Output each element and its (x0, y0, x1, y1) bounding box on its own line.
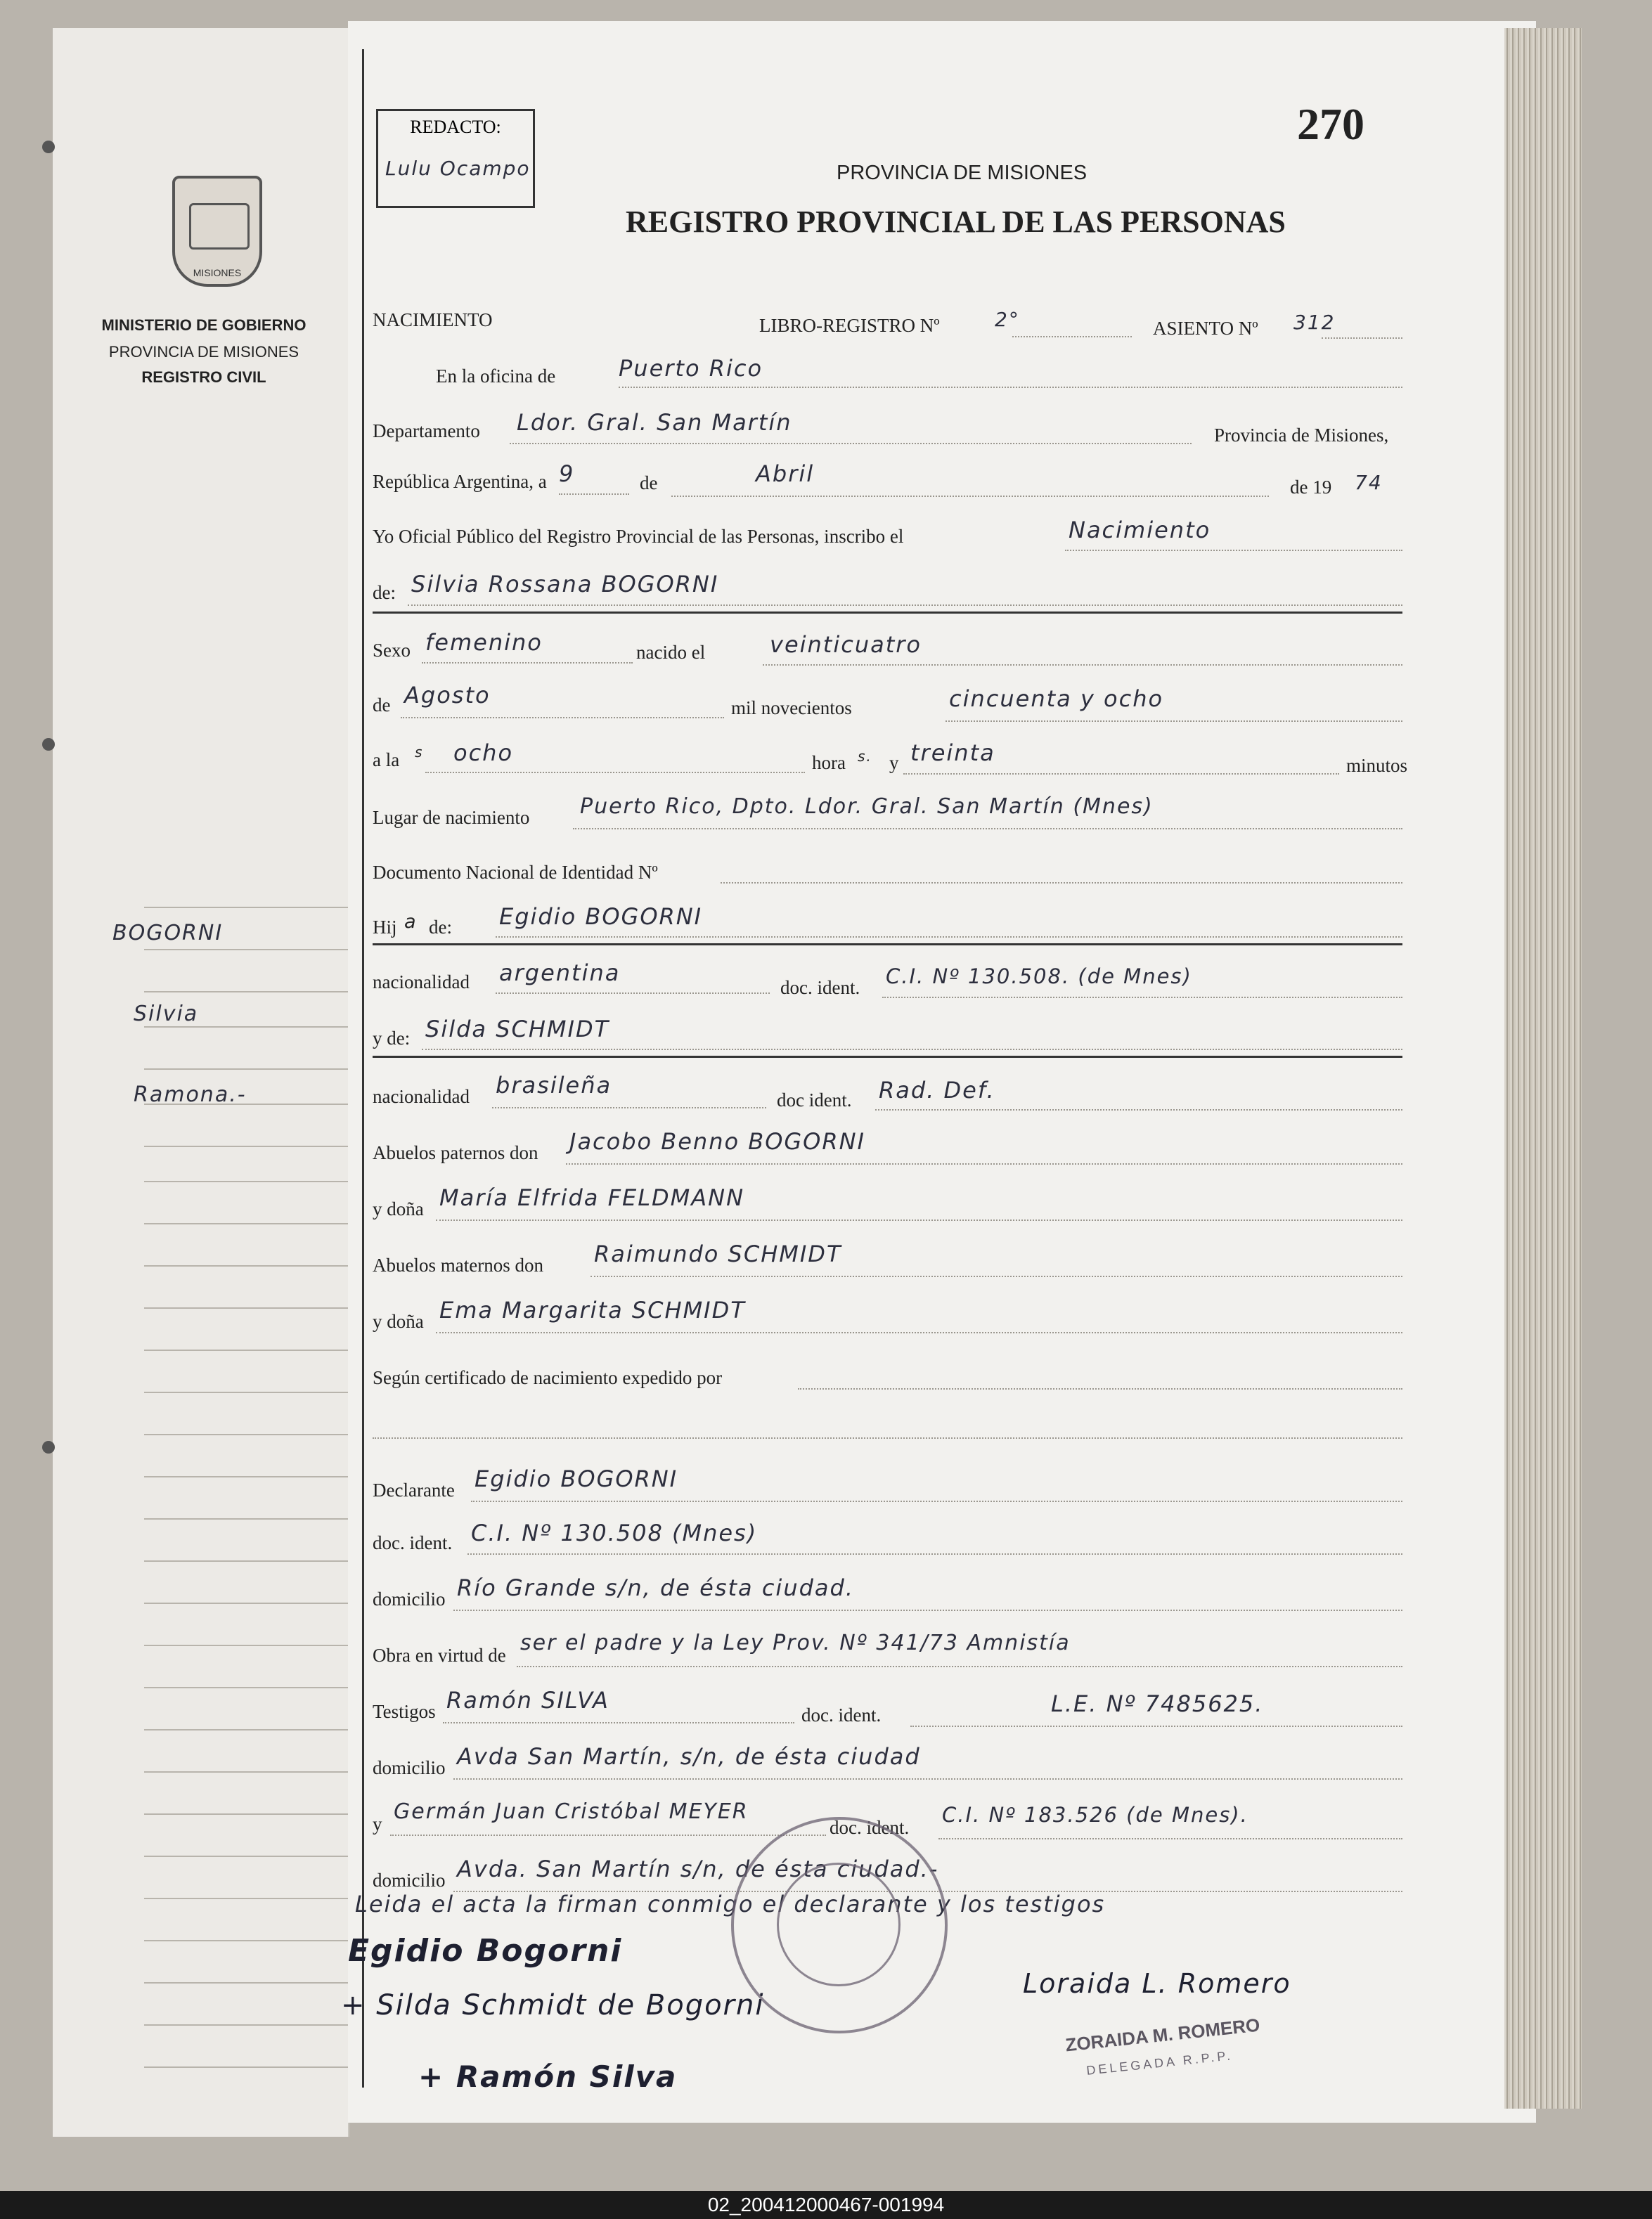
nacido-label: nacido el (636, 642, 706, 663)
min-value: treinta (910, 739, 995, 766)
mil-label: mil novecientos (731, 697, 852, 718)
signature-oficial: Loraida L. Romero (1023, 1968, 1291, 1999)
dni-label: Documento Nacional de Identidad Nº (373, 862, 658, 883)
mes-nac-value: Agosto (404, 682, 491, 709)
hij-label: Hij (373, 917, 397, 938)
obra-value: ser el padre y la Ley Prov. Nº 341/73 Amnistía (520, 1631, 1071, 1655)
hora-value: ocho (453, 739, 514, 766)
testigo1-value: Ramón SILVA (446, 1687, 609, 1714)
minutos-label: minutos (1346, 755, 1408, 776)
provincial-seal: MISIONES (172, 176, 262, 287)
t1-dom-label: domicilio (373, 1757, 446, 1778)
de-label-3: de (373, 694, 391, 716)
de-label: de (640, 472, 658, 493)
signature-testigo: + Ramón Silva (418, 2059, 678, 2094)
delegate-stamp-role: DELEGADA R.P.P. (1085, 2048, 1234, 2078)
page-number: 270 (1297, 99, 1364, 149)
signature-declarante: Egidio Bogorni (348, 1933, 623, 1969)
republica-label: República Argentina, a (373, 471, 547, 492)
doc-padre-label: doc. ident. (780, 977, 860, 998)
margin-note-ramona: Ramona.- (134, 1082, 247, 1107)
oficina-value: Puerto Rico (619, 355, 763, 382)
t2-doc-value: C.I. Nº 183.526 (de Mnes). (942, 1803, 1248, 1827)
delegate-stamp-name: ZORAIDA M. ROMERO (1064, 2014, 1261, 2056)
padre-value: Egidio BOGORNI (499, 903, 703, 930)
t2-dom-value: Avda. San Martín s/n, de ésta ciudad.- (457, 1856, 939, 1882)
nac-padre-label: nacionalidad (373, 971, 470, 992)
hij-de: de: (429, 917, 452, 938)
header-province: PROVINCIA DE MISIONES (837, 162, 1088, 184)
registry-label: REGISTRO CIVIL (141, 368, 266, 386)
provincia-suffix: Provincia de Misiones, (1214, 425, 1389, 446)
decl-doc-label: doc. ident. (373, 1532, 453, 1553)
domicilio-value: Río Grande s/n, de ésta ciudad. (457, 1574, 854, 1601)
province-label: PROVINCIA DE MISIONES (108, 343, 299, 361)
asiento-value: 312 (1293, 311, 1336, 334)
t1-doc-label: doc. ident. (801, 1704, 882, 1726)
sexo-value: femenino (425, 629, 543, 656)
abuela-mat-value: Ema Margarita SCHMIDT (439, 1297, 746, 1324)
obra-label: Obra en virtud de (373, 1645, 506, 1666)
page-title: REGISTRO PROVINCIAL DE LAS PERSONAS (626, 205, 1286, 239)
margin-name: Silvia (134, 1002, 199, 1026)
declarante-value: Egidio BOGORNI (475, 1466, 678, 1492)
anio-nac-value: cincuenta y ocho (949, 685, 1164, 712)
signature-madre: + Silda Schmidt de Bogorni (341, 1989, 765, 2021)
ministry-label: MINISTERIO DE GOBIERNO (101, 316, 306, 334)
de-year-label: de 19 (1290, 477, 1332, 498)
domicilio-label: domicilio (373, 1589, 446, 1610)
asiento-label: ASIENTO Nº (1153, 318, 1258, 339)
doc-madre-label: doc ident. (777, 1089, 852, 1111)
left-page (53, 28, 349, 2137)
testigos-label: Testigos (373, 1701, 436, 1722)
abuelo-mat-value: Raimundo SCHMIDT (594, 1241, 842, 1267)
de-label-2: de: (373, 582, 396, 603)
abuela-pat-value: María Elfrida FELDMANN (439, 1184, 745, 1211)
registry-page (341, 21, 1536, 2123)
libro-label: LIBRO-REGISTRO Nº (759, 315, 940, 336)
record-type: NACIMIENTO (373, 309, 493, 330)
madre-value: Silda SCHMIDT (425, 1016, 610, 1042)
departamento-value: Ldor. Gral. San Martín (517, 409, 792, 436)
margin-surname: BOGORNI (112, 921, 224, 945)
abuelo-pat-value: Jacobo Benno BOGORNI (569, 1128, 865, 1155)
departamento-label: Departamento (373, 420, 480, 441)
doc-padre-value: C.I. Nº 130.508. (de Mnes) (886, 964, 1192, 988)
hora-label: hora (812, 752, 846, 773)
inscribo-value: Nacimiento (1069, 517, 1211, 543)
nacido-value: veinticuatro (770, 631, 922, 658)
oficina-label: En la oficina de (436, 365, 556, 387)
hij-suffix: a (404, 911, 418, 933)
declarante-label: Declarante (373, 1480, 455, 1501)
ala-label: a la (373, 749, 400, 770)
yde-label: y de: (373, 1028, 411, 1049)
nac-madre-label: nacionalidad (373, 1086, 470, 1107)
t2-doc-label: doc. ident. (830, 1817, 910, 1838)
lugar-value: Puerto Rico, Dpto. Ldor. Gral. San Martín (Mnes) (580, 794, 1154, 819)
oficial-text: Yo Oficial Público del Registro Provincial de las Personas, inscribo el (373, 526, 904, 547)
y-label: y (889, 752, 899, 773)
libro-value: 2° (995, 308, 1020, 331)
y-label-2: y (373, 1813, 382, 1835)
hora-s: s. (858, 748, 872, 765)
dia-value: 9 (559, 460, 575, 487)
ala-s: s (415, 744, 424, 761)
year-value: 74 (1355, 471, 1383, 494)
t1-doc-value: L.E. Nº 7485625. (1051, 1690, 1264, 1717)
image-id-footer: 02_200412000467-001994 (0, 2191, 1652, 2219)
t1-dom-value: Avda San Martín, s/n, de ésta ciudad (457, 1743, 921, 1770)
page-edges (1504, 28, 1582, 2109)
lugar-label: Lugar de nacimiento (373, 807, 530, 828)
redacto-box (376, 109, 535, 208)
nac-padre-value: argentina (499, 959, 621, 986)
leida-text: Leida el acta la firman conmigo el declarante y los testigos (355, 1891, 1106, 1917)
t2-dom-label: domicilio (373, 1870, 446, 1891)
dona-label-2: y doña (373, 1311, 424, 1332)
testigo2-value: Germán Juan Cristóbal MEYER (394, 1799, 749, 1824)
decl-doc-value: C.I. Nº 130.508 (Mnes) (471, 1520, 758, 1546)
nombre-value: Silvia Rossana BOGORNI (411, 571, 719, 597)
abuelos-mat-label: Abuelos maternos don (373, 1255, 543, 1276)
nac-madre-value: brasileña (496, 1072, 612, 1099)
certificado-label: Según certificado de nacimiento expedido por (373, 1367, 723, 1388)
doc-madre-value: Rad. Def. (879, 1077, 995, 1104)
redacto-signature: Lulu Ocampo (385, 157, 531, 180)
sexo-label: Sexo (373, 640, 411, 661)
redacto-label: REDACTO: (410, 117, 501, 137)
dona-label: y doña (373, 1198, 424, 1220)
abuelos-pat-label: Abuelos paternos don (373, 1142, 538, 1163)
mes-value: Abril (756, 460, 815, 487)
